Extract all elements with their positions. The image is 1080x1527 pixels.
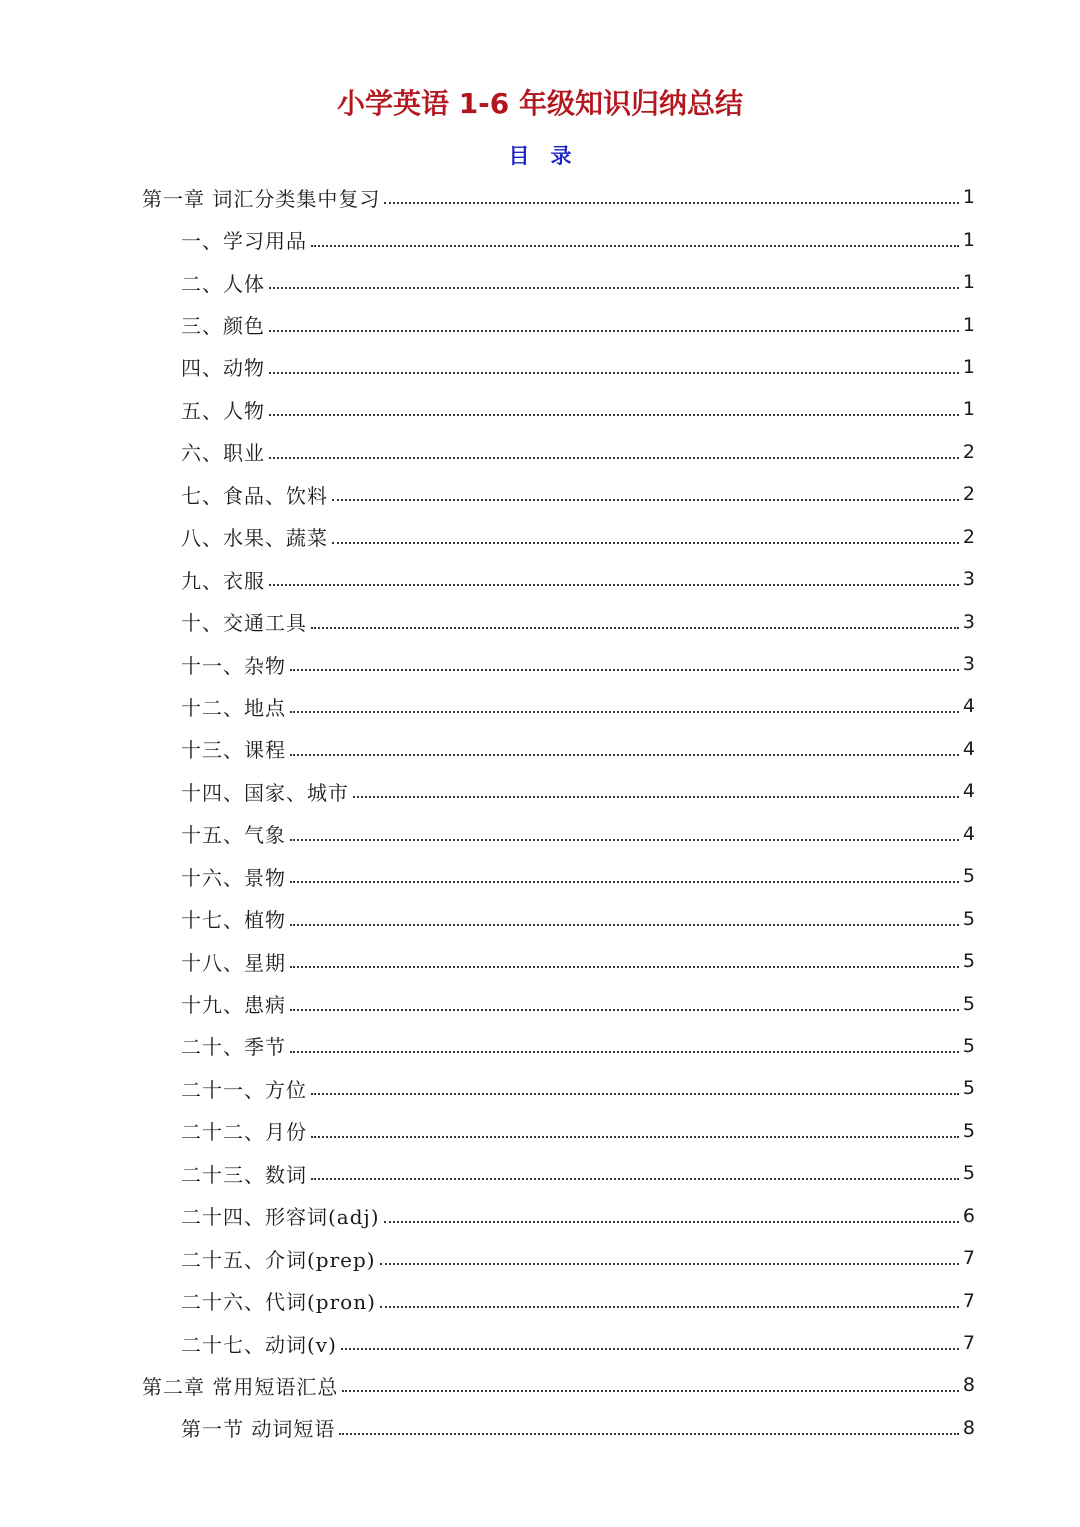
toc-section-entry[interactable] [0,261,1080,303]
toc-section-entry[interactable] [0,303,1080,345]
toc-entry-label: 二十六、代词(pron) [181,1290,376,1315]
toc-page-number: 5 [962,1034,975,1057]
toc-page-number: 2 [962,440,975,463]
toc-page-number: 6 [962,1204,975,1227]
toc-section-entry[interactable] [0,218,1080,260]
toc-dot-leader [384,202,959,204]
toc-entry-label: 二十七、动词(v) [181,1332,337,1357]
toc-dot-leader [341,1348,959,1350]
toc-page-number: 8 [962,1416,975,1439]
toc-section-entry[interactable] [0,558,1080,600]
toc-dot-leader [380,1263,959,1265]
toc-entry-label: 十六、景物 [181,865,286,890]
toc-page-number: 3 [962,610,975,633]
toc-entry-label: 二十三、数词 [181,1162,307,1187]
toc-entry-label: 十三、课程 [181,738,286,763]
toc-dot-leader [311,627,959,629]
toc-page-number: 5 [962,992,975,1015]
toc-dot-leader [290,1051,959,1053]
toc-section-entry[interactable] [0,600,1080,642]
toc-dot-leader [353,796,959,798]
toc-page-number: 1 [962,271,975,294]
toc-entry-label: 二十一、方位 [181,1077,307,1102]
toc-entry-label: 二、人体 [181,271,265,296]
toc-chapter-entry[interactable] [0,1364,1080,1406]
toc-page-number: 5 [962,907,975,930]
toc-dot-leader [290,839,959,841]
toc-dot-leader [380,1306,959,1308]
toc-entry-label: 第二章 常用短语汇总 [142,1374,339,1399]
toc-section-entry[interactable] [0,1279,1080,1321]
toc-entry-label: 十七、植物 [181,908,286,933]
toc-dot-leader [339,1433,959,1435]
toc-section-entry[interactable] [0,1322,1080,1364]
toc-dot-leader [290,881,959,883]
toc-section-entry[interactable] [0,897,1080,939]
toc-dot-leader [332,542,959,544]
toc-dot-leader [269,287,959,289]
toc-section-entry[interactable] [0,1110,1080,1152]
toc-page-number: 7 [962,1247,975,1270]
toc-section-entry[interactable] [0,940,1080,982]
toc-dot-leader [269,414,959,416]
toc-section-entry[interactable] [0,1237,1080,1279]
toc-page-number: 5 [962,1162,975,1185]
toc-section-entry[interactable] [0,982,1080,1024]
toc-section-entry[interactable] [0,855,1080,897]
toc-entry-label: 八、水果、蔬菜 [181,526,328,551]
toc-section-entry[interactable] [0,685,1080,727]
toc-page-number: 4 [962,822,975,845]
toc-chapter-entry[interactable] [0,176,1080,218]
toc-page-number: 1 [962,313,975,336]
toc-dot-leader [342,1390,959,1392]
toc-section-entry[interactable] [0,346,1080,388]
toc-section-entry[interactable] [0,728,1080,770]
toc-section-entry[interactable] [0,388,1080,430]
toc-section-entry[interactable] [0,770,1080,812]
toc-page-number: 1 [962,228,975,251]
toc-page-number: 3 [962,653,975,676]
table-of-contents [0,176,1080,1449]
toc-entry-label: 二十五、介词(prep) [181,1247,376,1272]
toc-dot-leader [269,584,959,586]
toc-section-entry[interactable] [0,431,1080,473]
toc-section-entry[interactable] [0,1067,1080,1109]
toc-dot-leader [269,457,959,459]
toc-section-entry[interactable] [0,473,1080,515]
toc-dot-leader [384,1221,959,1223]
toc-entry-label: 十二、地点 [181,695,286,720]
toc-dot-leader [290,669,959,671]
toc-entry-label: 第一节 动词短语 [181,1417,336,1442]
toc-entry-label: 二十四、形容词(adj) [181,1205,380,1230]
toc-page-number: 7 [962,1289,975,1312]
toc-dot-leader [290,924,959,926]
toc-entry-label: 四、动物 [181,356,265,381]
toc-entry-label: 一、学习用品 [181,229,307,254]
document-title: 小学英语 1-6 年级知识归纳总结 [336,87,744,120]
toc-dot-leader [269,330,959,332]
toc-page-number: 4 [962,737,975,760]
toc-entry-label: 三、颜色 [181,314,265,339]
toc-dot-leader [311,245,959,247]
toc-dot-leader [311,1178,959,1180]
toc-section-entry[interactable] [0,813,1080,855]
toc-dot-leader [332,499,959,501]
toc-dot-leader [290,1009,959,1011]
toc-entry-label: 十四、国家、城市 [181,780,349,805]
toc-dot-leader [290,966,959,968]
toc-entry-label: 十一、杂物 [181,653,286,678]
toc-dot-leader [290,711,959,713]
toc-page-number: 2 [962,525,975,548]
toc-page-number: 5 [962,865,975,888]
toc-entry-label: 二十二、月份 [181,1120,307,1145]
toc-entry-label: 第一章 词汇分类集中复习 [142,186,381,211]
toc-section-entry[interactable] [0,643,1080,685]
toc-section-entry[interactable] [0,1025,1080,1067]
toc-section-entry[interactable] [0,1195,1080,1237]
toc-entry-label: 十九、患病 [181,993,286,1018]
toc-entry-label: 十五、气象 [181,823,286,848]
toc-entry-label: 九、衣服 [181,568,265,593]
toc-heading: 目 录 [508,144,572,168]
toc-page-number: 5 [962,1077,975,1100]
toc-dot-leader [269,372,959,374]
toc-dot-leader [290,754,959,756]
toc-section-entry[interactable] [0,1152,1080,1194]
toc-dot-leader [311,1136,959,1138]
toc-page-number: 8 [962,1374,975,1397]
toc-page-number: 4 [962,780,975,803]
toc-page-number: 7 [962,1332,975,1355]
toc-page-number: 1 [962,355,975,378]
toc-page-number: 3 [962,568,975,591]
toc-page-number: 5 [962,950,975,973]
toc-entry-label: 六、职业 [181,441,265,466]
toc-page-number: 2 [962,483,975,506]
toc-page-number: 1 [962,398,975,421]
toc-page-number: 5 [962,1119,975,1142]
toc-entry-label: 二十、季节 [181,1035,286,1060]
toc-dot-leader [311,1093,959,1095]
toc-entry-label: 七、食品、饮料 [181,483,328,508]
toc-page-number: 4 [962,695,975,718]
toc-entry-label: 十八、星期 [181,950,286,975]
toc-entry-label: 五、人物 [181,398,265,423]
toc-section-entry[interactable] [0,516,1080,558]
toc-page-number: 1 [962,186,975,209]
toc-entry-label: 十、交通工具 [181,611,307,636]
toc-section-entry[interactable] [0,1407,1080,1449]
